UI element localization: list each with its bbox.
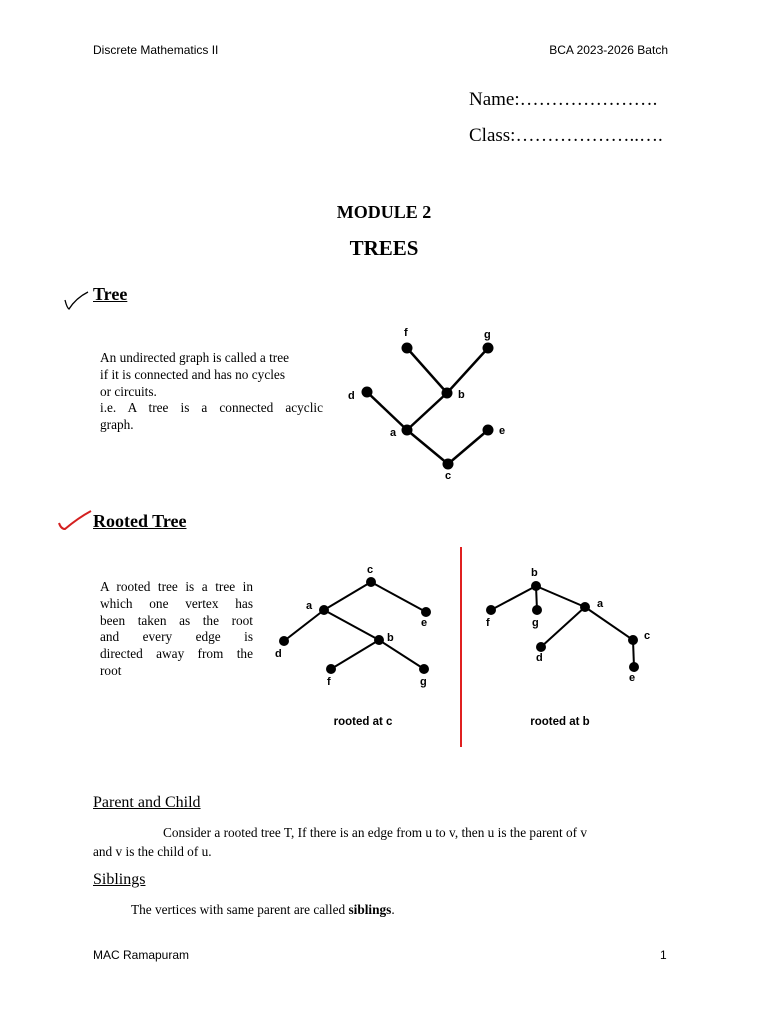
tree-vertex [362,387,373,398]
red-divider [460,547,462,747]
tree-def-line: graph. [100,417,134,433]
tree-vertex-label: d [536,652,543,664]
tree-def-line: An undirected graph is called a tree [100,350,290,365]
tree-edge [536,586,585,607]
tree-vertex [531,581,541,591]
tree-edge [407,430,448,464]
tree-diagram [340,325,520,485]
tree-heading: Tree [93,284,128,304]
tree-vertex-label: c [644,630,651,642]
tree-vertex [443,459,454,470]
tree-vertex [483,425,494,436]
tree-vertex-label: e [629,672,636,684]
tree-edge [331,640,379,669]
tree-vertex-label: c [367,564,374,576]
header-right: BCA 2023-2026 Batch [549,43,668,57]
tree-vertex-label: f [486,617,490,629]
tree-vertex [532,605,542,615]
tree-edge [541,607,585,647]
class-field: Class:………………..…. [469,125,663,146]
siblings-term: siblings [348,902,392,917]
tree-def-line: or circuits. [100,383,157,399]
tree-vertex [536,642,546,652]
tree-edge [448,430,488,464]
tree-edge [379,640,424,669]
tree-edge [284,610,324,641]
tree-vertex [419,664,429,674]
check-mark-icon [62,290,92,312]
siblings-heading: Siblings [93,871,146,888]
tree-def-line: if it is connected and has no cycles [100,366,285,382]
rooted-at-b-diagram [475,560,665,735]
tree-vertex-label: e [421,617,428,629]
parent-child-heading: Parent and Child [93,794,201,811]
tree-vertex-label: b [531,567,538,579]
module-title: TREES [349,236,419,260]
tree-vertex-label: g [532,617,539,629]
tree-vertex-label: f [327,676,331,688]
tree-vertex [483,343,494,354]
tree-edge [447,348,488,393]
rooted-at-c-caption: rooted at c [333,716,393,728]
tree-vertex [402,425,413,436]
tree-vertex-label: d [275,648,282,660]
tree-edge [491,586,536,610]
rooted-def-line: directed away from the [100,646,253,662]
rooted-def-line: been taken as the root [100,612,253,628]
tree-vertex [374,635,384,645]
parent-child-line1: Consider a rooted tree T, If there is an edge from u to v, then u is the parent of v [163,825,588,840]
tree-vertex [279,636,289,646]
tree-def-line: i.e. A tree is a connected acyclic [100,400,323,416]
tree-vertex [319,605,329,615]
tree-vertex [402,343,413,354]
siblings-definition [131,900,395,920]
tree-edge [371,582,426,612]
page-number: 1 [660,948,667,962]
red-check-mark-icon [56,508,94,532]
tree-vertex-label: b [458,389,465,401]
parent-child-line2: and v is the child of u. [93,844,212,859]
rooted-tree-definition [100,579,253,680]
tree-edge [367,392,407,430]
rooted-at-b-caption: rooted at b [530,716,590,728]
siblings-text: The vertices with same parent are called [131,902,349,917]
tree-edge [324,582,371,610]
rooted-def-line: and every edge is [100,629,253,645]
tree-vertex-label: a [597,598,604,610]
module-number: MODULE 2 [336,202,432,222]
tree-vertex [629,662,639,672]
name-field: Name:…………………. [469,89,658,110]
tree-vertex-label: a [306,600,313,612]
tree-edge [407,393,447,430]
tree-vertex [486,605,496,615]
tree-vertex [628,635,638,645]
tree-edge [585,607,633,640]
rooted-at-c-diagram [270,560,455,735]
tree-edge [324,610,379,640]
header-left: Discrete Mathematics II [93,43,219,57]
tree-vertex-label: d [348,390,355,402]
rooted-def-line: A rooted tree is a tree in [100,579,253,594]
siblings-text-end: . [391,902,395,917]
tree-vertex [580,602,590,612]
tree-vertex-label: g [484,329,491,341]
tree-vertex [421,607,431,617]
tree-vertex-label: c [445,470,452,482]
tree-vertex-label: b [387,632,394,644]
tree-edge [407,348,447,393]
tree-definition [100,350,323,434]
tree-vertex-label: g [420,676,427,688]
rooted-def-line: root [100,662,122,678]
tree-vertex-label: e [499,425,506,437]
tree-vertex [366,577,376,587]
tree-vertex-label: f [404,327,408,339]
rooted-def-line: which one vertex has [100,595,253,611]
tree-vertex [442,388,453,399]
tree-vertex [326,664,336,674]
footer-left: MAC Ramapuram [93,948,190,962]
rooted-tree-heading: Rooted Tree [93,511,187,531]
tree-vertex-label: a [390,427,397,439]
